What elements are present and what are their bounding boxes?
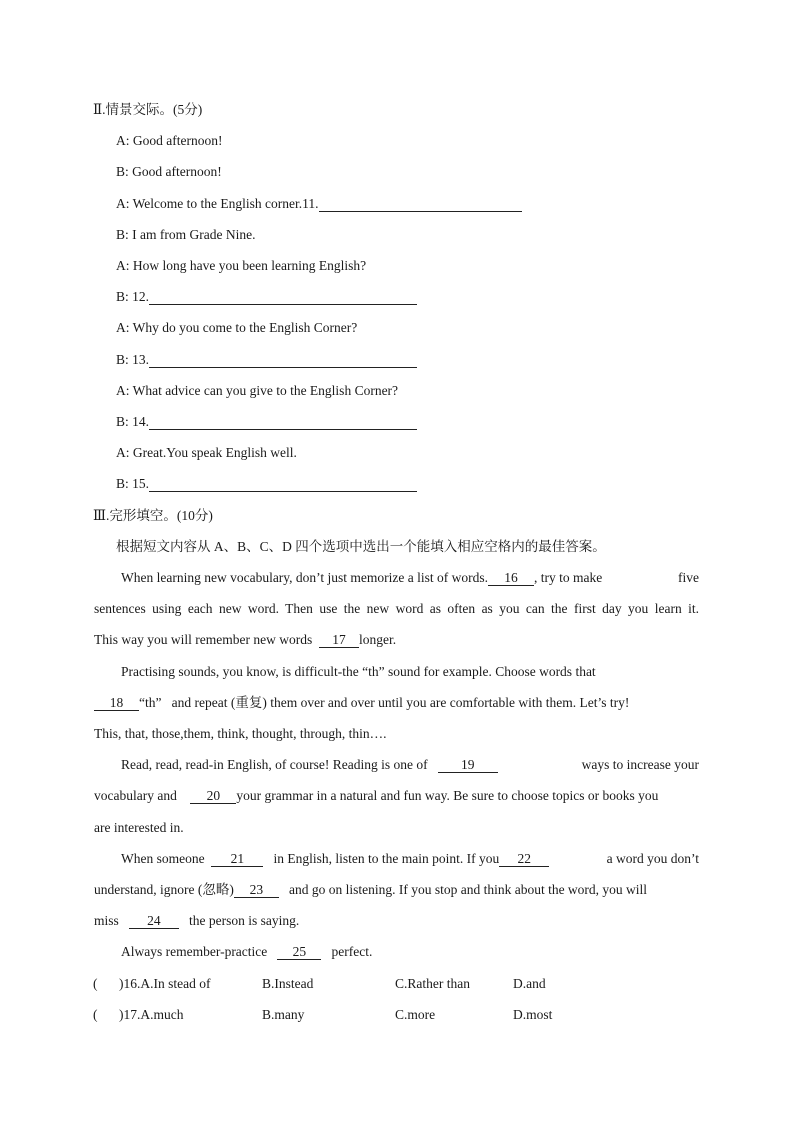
cloze-blank-20[interactable]: 20 (190, 788, 236, 804)
passage-line (94, 694, 699, 712)
passage-line (121, 756, 699, 774)
passage-text: perfect. (331, 944, 373, 959)
passage-text: longer. (358, 632, 397, 647)
dialog-line: A: Good afternoon! (116, 133, 223, 148)
passage-text: the person is saying. (189, 913, 300, 928)
passage-text: in English, listen to the main point. If you (273, 851, 500, 866)
section-heading: Ⅱ.情景交际。(5分) (93, 102, 203, 117)
answer-paren-open[interactable]: ( (93, 976, 98, 991)
cloze-blank-21[interactable]: 21 (211, 851, 263, 867)
dialog-text: B: 13. (116, 352, 150, 367)
passage-line (121, 850, 699, 868)
dialog-line (116, 475, 417, 493)
passage-line (94, 787, 699, 805)
cloze-blank-22[interactable]: 22 (499, 851, 549, 867)
section-heading: Ⅲ.完形填空。(10分) (93, 508, 213, 523)
passage-line (94, 881, 699, 899)
passage-line (121, 569, 699, 587)
cloze-blank-25[interactable]: 25 (277, 944, 321, 960)
question-number: )17.A.much (119, 1007, 184, 1022)
option-b[interactable]: B.many (262, 1007, 305, 1022)
cloze-blank-17[interactable]: 17 (319, 632, 359, 648)
dialog-line: A: How long have you been learning English? (116, 258, 367, 273)
passage-text: understand, ignore (忽略) (94, 882, 234, 897)
passage-text: your grammar in a natural and fun way. Be sure to choose topics or books you (236, 788, 659, 803)
passage-text: a word you don’t (606, 851, 699, 866)
answer-blank[interactable] (319, 196, 522, 212)
dialog-line (116, 351, 417, 369)
dialog-line: A: Great.You speak English well. (116, 445, 297, 460)
dialog-text: B: 14. (116, 414, 150, 429)
option-d[interactable]: D.and (513, 976, 546, 991)
passage-text: This way you will remember new words (94, 632, 313, 647)
option-d[interactable]: D.most (513, 1007, 553, 1022)
passage-line (94, 912, 299, 930)
dialog-line (116, 288, 417, 306)
option-c[interactable]: C.Rather than (395, 976, 470, 991)
passage-text: five (678, 570, 699, 585)
passage-line: This, that, those,them, think, thought, through, thin…. (94, 726, 387, 741)
passage-text: and go on listening. If you stop and think about the word, you will (288, 882, 648, 897)
dialog-line (116, 195, 522, 213)
passage-line: sentences using each new word. Then use the new word as often as you can the first day you learn it. (94, 601, 699, 616)
passage-line: Practising sounds, you know, is difficult-the “th” sound for example. Choose words that (121, 664, 596, 679)
passage-text: , try to make (534, 570, 603, 585)
cloze-blank-23[interactable]: 23 (234, 882, 279, 898)
passage-text: When learning new vocabulary, don’t just memorize a list of words. (121, 570, 489, 585)
dialog-text: B: 15. (116, 476, 150, 491)
passage-line (121, 943, 372, 961)
answer-blank[interactable] (149, 289, 417, 305)
dialog-line: B: I am from Grade Nine. (116, 227, 256, 242)
passage-line (94, 631, 396, 649)
answer-paren-open[interactable]: ( (93, 1007, 98, 1022)
passage-text: Read, read, read-in English, of course! Reading is one of (121, 757, 428, 772)
dialog-text: B: 12. (116, 289, 150, 304)
dialog-line: A: Why do you come to the English Corner? (116, 320, 358, 335)
cloze-blank-24[interactable]: 24 (129, 913, 179, 929)
option-c[interactable]: C.more (395, 1007, 436, 1022)
passage-line: are interested in. (94, 820, 184, 835)
passage-text: and repeat (重复) them over and over until you are comfortable with them. Let’s try! (171, 695, 630, 710)
passage-text: When someone (121, 851, 205, 866)
passage-text: vocabulary and (94, 788, 177, 803)
cloze-blank-16[interactable]: 16 (488, 570, 534, 586)
option-b[interactable]: B.Instead (262, 976, 314, 991)
answer-blank[interactable] (149, 352, 417, 368)
cloze-blank-18[interactable]: 18 (94, 695, 139, 711)
dialog-line (116, 413, 417, 431)
dialog-text: A: Welcome to the English corner.11. (116, 196, 319, 211)
dialog-line: B: Good afternoon! (116, 164, 222, 179)
passage-text: Always remember-practice (121, 944, 268, 959)
question-number: )16.A.In stead of (119, 976, 211, 991)
passage-text: miss (94, 913, 119, 928)
answer-blank[interactable] (149, 476, 417, 492)
instruction-text: 根据短文内容从 A、B、C、D 四个选项中选出一个能填入相应空格内的最佳答案。 (116, 539, 606, 554)
passage-text: ways to increase your (581, 757, 699, 772)
answer-blank[interactable] (149, 414, 417, 430)
cloze-blank-19[interactable]: 19 (438, 757, 498, 773)
passage-text: “th” (139, 695, 162, 710)
dialog-line: A: What advice can you give to the English Corner? (116, 383, 399, 398)
